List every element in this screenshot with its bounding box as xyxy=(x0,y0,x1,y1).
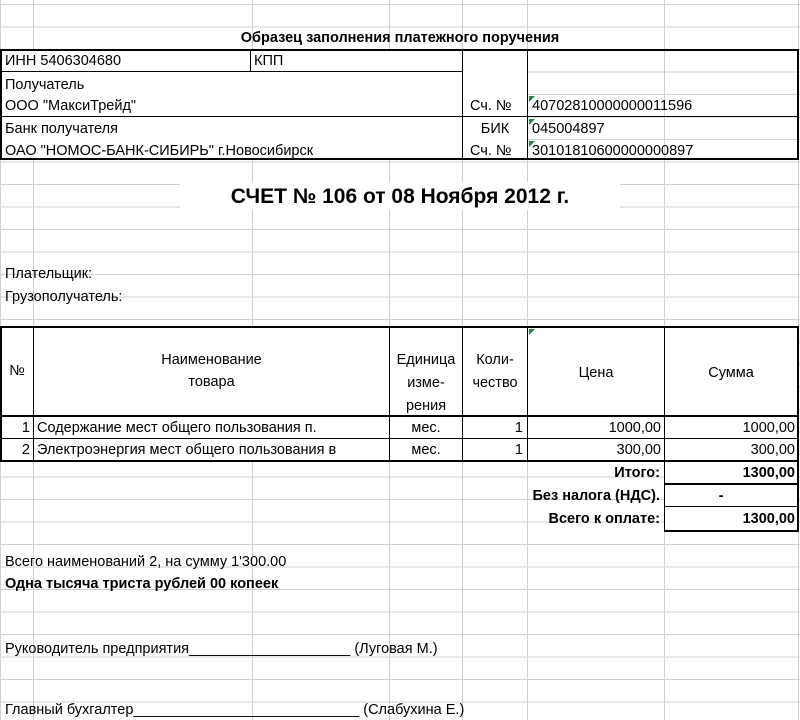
director-signature-line: Руководитель предприятия____________________ (Луговая М.) xyxy=(5,641,438,657)
row-qty: 1 xyxy=(514,420,523,436)
due-value: 1300,00 xyxy=(742,511,795,527)
header-sum: Сумма xyxy=(708,365,754,381)
totals-border xyxy=(664,483,799,485)
table-border xyxy=(33,326,34,462)
comment-marker xyxy=(529,119,535,125)
totals-border xyxy=(664,506,799,507)
items-count-summary: Всего наименований 2, на сумму 1'300.00 xyxy=(5,554,287,570)
row-number: 1 xyxy=(21,420,30,436)
bank-border xyxy=(0,116,799,117)
table-border xyxy=(0,438,799,439)
header-unit-line3: рения xyxy=(405,398,447,414)
header-number: № xyxy=(9,363,25,379)
recipient-account: 40702810000000011596 xyxy=(532,98,693,114)
comment-marker xyxy=(529,96,535,102)
comment-marker xyxy=(529,329,535,335)
corr-account: 30101810600000000897 xyxy=(532,143,694,159)
row-number: 2 xyxy=(21,442,30,458)
bank-border xyxy=(250,49,251,71)
due-label: Всего к оплате: xyxy=(548,511,660,527)
row-unit: мес. xyxy=(411,442,441,458)
corr-account-label: Сч. № xyxy=(470,143,512,159)
payment-sample-title: Образец заполнения платежного поручения xyxy=(240,30,560,46)
row-price: 300,00 xyxy=(616,442,661,458)
bank-border xyxy=(462,49,463,160)
vat-value: - xyxy=(718,488,724,504)
totals-border xyxy=(664,530,799,532)
header-unit-line1: Единица xyxy=(396,352,456,368)
amount-in-words: Одна тысяча триста рублей 00 копеек xyxy=(5,576,279,592)
invoice-heading: СЧЕТ № 106 от 08 Ноября 2012 г. xyxy=(230,185,570,208)
consignee-label: Грузополучатель: xyxy=(5,289,123,305)
row-unit: мес. xyxy=(411,420,441,436)
bank-label: Банк получателя xyxy=(5,121,118,137)
vat-label: Без налога (НДС). xyxy=(532,488,660,504)
total-label: Итого: xyxy=(614,465,660,481)
row-qty: 1 xyxy=(514,442,523,458)
table-border xyxy=(0,415,799,417)
bank-border xyxy=(797,49,799,160)
row-name: Электроэнергия мест общего пользования в xyxy=(37,442,337,458)
recipient-name: ООО "МаксиТрейд" xyxy=(5,98,137,114)
header-name-line1: Наименование xyxy=(161,352,262,368)
accountant-signature-line: Главный бухгалтер____________________________ (Слабухина Е.) xyxy=(5,702,465,718)
payer-label: Плательщик: xyxy=(5,266,93,282)
row-name: Содержание мест общего пользования п. xyxy=(37,420,317,436)
bank-border xyxy=(0,71,463,72)
table-border xyxy=(0,326,799,328)
header-name-line2: товара xyxy=(188,374,235,390)
row-price: 1000,00 xyxy=(608,420,661,436)
total-value: 1300,00 xyxy=(742,465,795,481)
recipient-label: Получатель xyxy=(5,77,85,93)
comment-marker xyxy=(529,141,535,147)
kpp-field: КПП xyxy=(254,53,284,69)
row-sum: 1000,00 xyxy=(742,420,795,436)
bank-name: ОАО "НОМОС-БАНК-СИБИРЬ" г.Новосибирск xyxy=(5,143,314,159)
header-unit-line2: изме- xyxy=(407,375,445,391)
header-qty-line2: чество xyxy=(472,375,518,391)
bik-label: БИК xyxy=(480,121,510,137)
recipient-account-label: Сч. № xyxy=(470,98,512,114)
bik-value: 045004897 xyxy=(532,121,605,137)
bank-border xyxy=(527,49,528,160)
inn-field: ИНН 5406304680 xyxy=(5,53,122,69)
table-border xyxy=(797,326,799,532)
header-price: Цена xyxy=(578,365,614,381)
row-sum: 300,00 xyxy=(750,442,795,458)
bank-border xyxy=(0,49,799,51)
header-qty-line1: Коли- xyxy=(476,352,514,368)
bank-border xyxy=(0,49,2,160)
